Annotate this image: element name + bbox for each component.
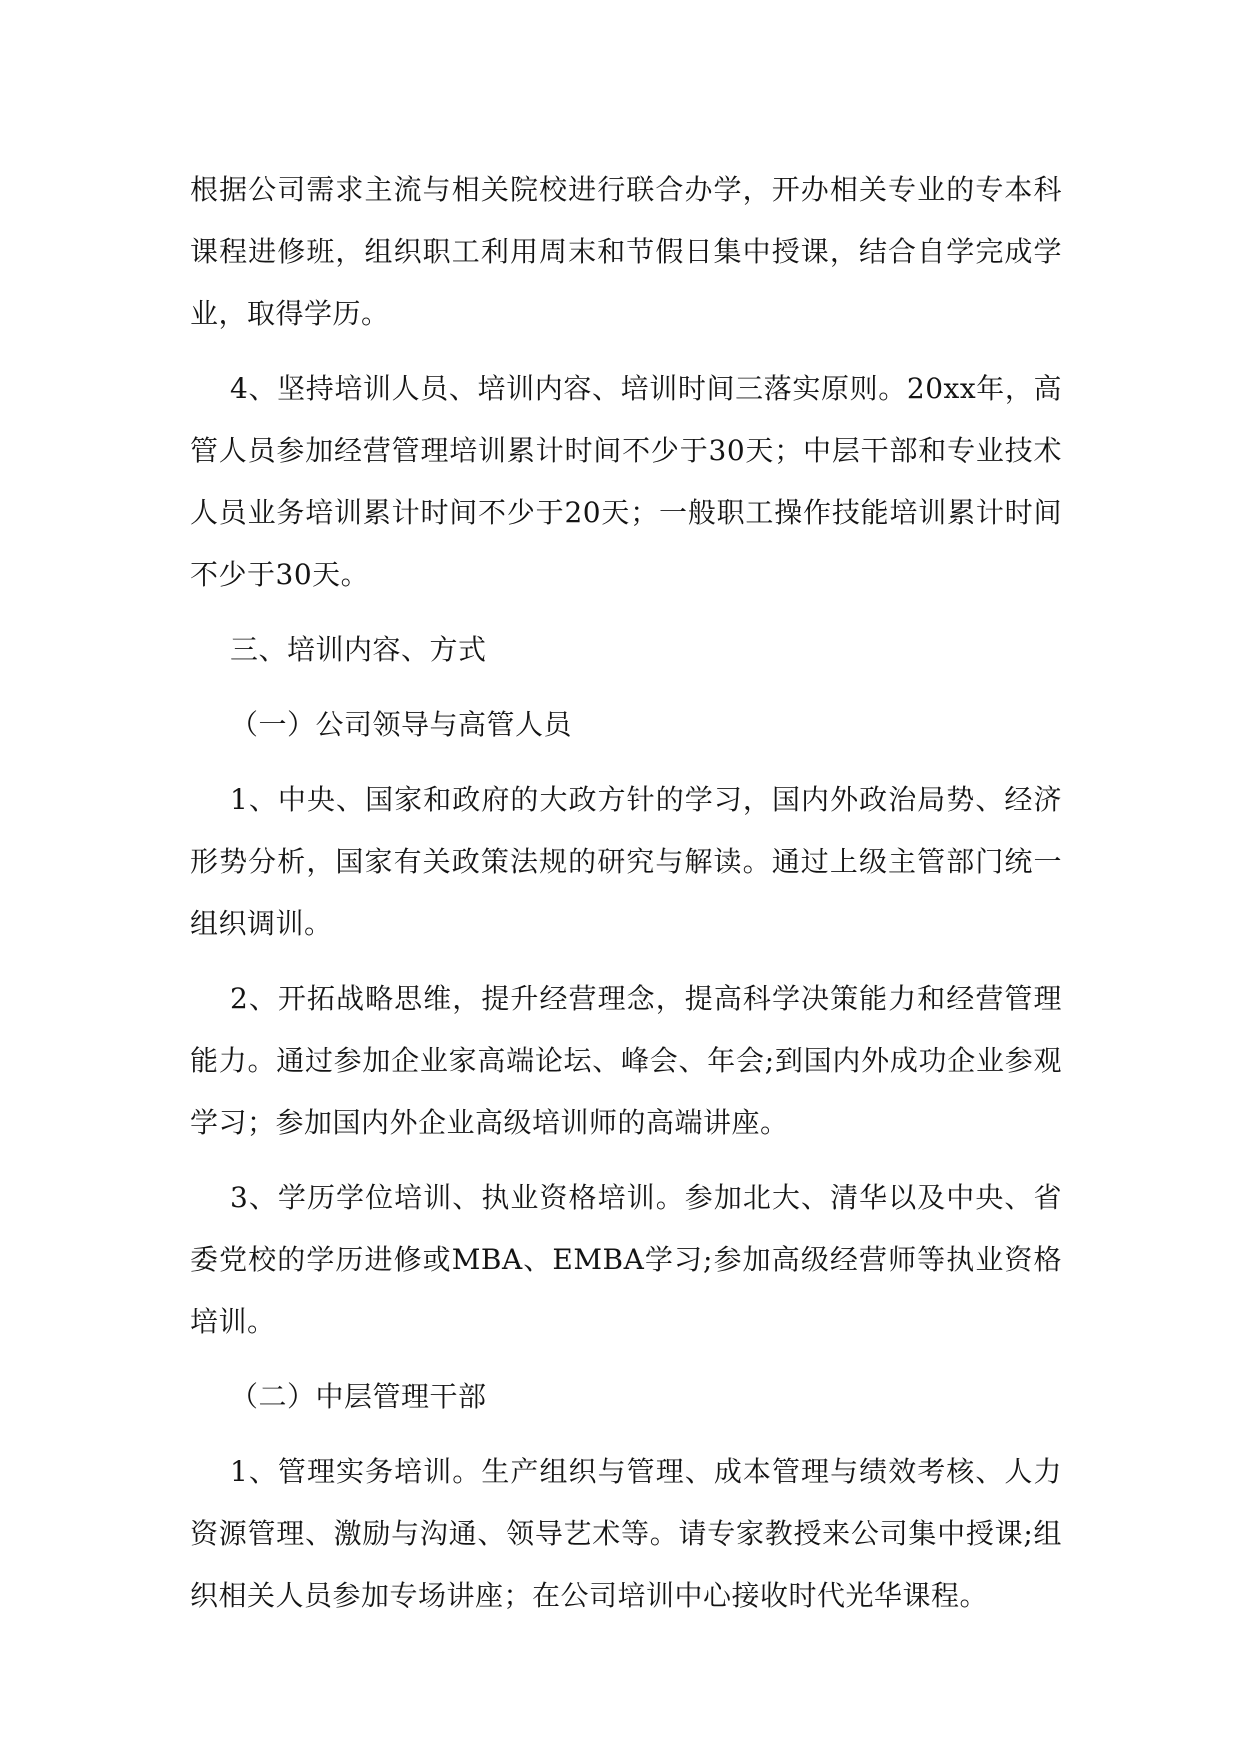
document-body <box>190 159 1062 1640</box>
section-heading-content-methods: 三、培训内容、方式 <box>230 633 487 666</box>
paragraph-management-practice: 1、管理实务培训。生产组织与管理、成本管理与绩效考核、人力资源管理、激励与沟通、领导艺术等。请专家教授来公司集中授课;组织相关人员参加专场讲座；在公司培训中心接收时代光华课程。 <box>190 1455 1062 1612</box>
paragraph-policy-study: 1、中央、国家和政府的大政方针的学习，国内外政治局势、经济形势分析，国家有关政策法规的研究与解读。通过上级主管部门统一组织调训。 <box>190 783 1062 940</box>
paragraph-training-principle: 4、坚持培训人员、培训内容、培训时间三落实原则。20xx年，高管人员参加经营管理培训累计时间不少于30天；中层干部和专业技术人员业务培训累计时间不少于20天；一般职工操作技能培训累计时间不少于30天。 <box>190 372 1062 591</box>
paragraph-degree-qualification: 3、学历学位培训、执业资格培训。参加北大、清华以及中央、省委党校的学历进修或MBA、EMBA学习;参加高级经营师等执业资格培训。 <box>190 1181 1062 1338</box>
subsection-heading-senior-leaders: （一）公司领导与高管人员 <box>230 708 573 741</box>
paragraph-strategic-thinking: 2、开拓战略思维，提升经营理念，提高科学决策能力和经营管理能力。通过参加企业家高端论坛、峰会、年会;到国内外成功企业参观学习；参加国内外企业高级培训师的高端讲座。 <box>190 982 1062 1139</box>
subsection-heading-middle-managers: （二）中层管理干部 <box>230 1380 487 1413</box>
paragraph-degree-programs: 根据公司需求主流与相关院校进行联合办学，开办相关专业的专本科课程进修班，组织职工利用周末和节假日集中授课，结合自学完成学业，取得学历。 <box>190 173 1062 330</box>
